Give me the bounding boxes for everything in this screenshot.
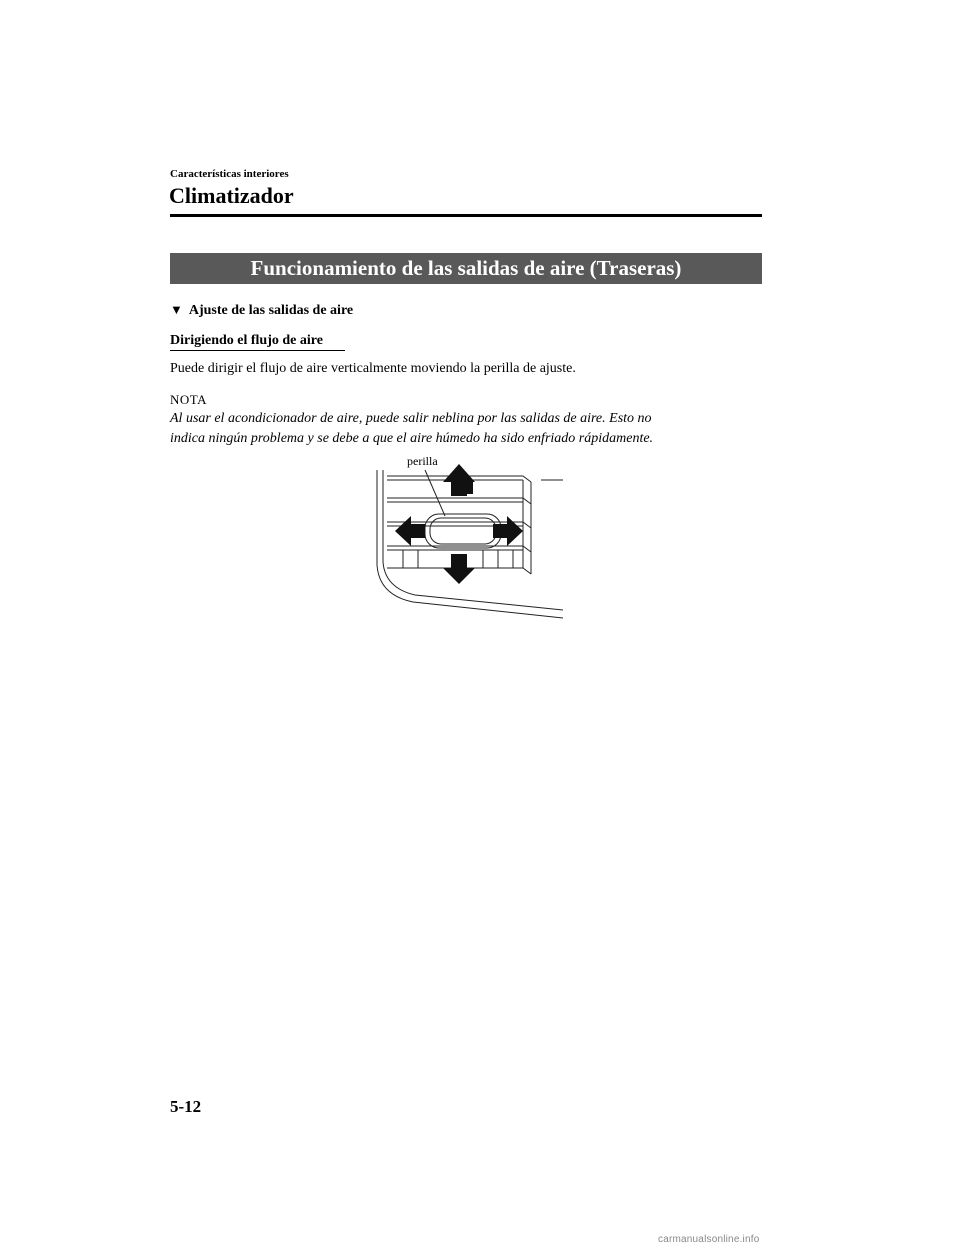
topic-underline bbox=[170, 350, 345, 351]
subheading bbox=[170, 302, 353, 319]
note-text bbox=[170, 409, 770, 449]
chapter-title: Características interiores bbox=[170, 168, 289, 180]
body-paragraph: Puede dirigir el flujo de aire verticalmente moviendo la perilla de ajuste. bbox=[170, 361, 576, 376]
watermark: carmanualsonline.info bbox=[658, 1234, 760, 1245]
note-label: NOTA bbox=[170, 392, 208, 407]
header-rule bbox=[170, 214, 762, 217]
main-heading: Funcionamiento de las salidas de aire (Traseras) bbox=[170, 253, 762, 284]
note-line-2: indica ningún problema y se debe a que el aire húmedo ha sido enfriado rápidamente. bbox=[170, 431, 654, 446]
topic-title: Dirigiendo el flujo de aire bbox=[170, 333, 323, 348]
note-line-1: Al usar el acondicionador de aire, puede salir neblina por las salidas de aire. Esto no bbox=[170, 411, 652, 426]
arrow-down-icon bbox=[443, 554, 475, 584]
page-number: 5-12 bbox=[170, 1097, 202, 1116]
figure-label-knob: perilla bbox=[407, 454, 438, 468]
subheading-text: Ajuste de las salidas de aire bbox=[188, 303, 354, 318]
section-title: Climatizador bbox=[169, 183, 294, 208]
arrow-right-icon bbox=[493, 516, 523, 546]
triangle-down-icon: ▼ bbox=[170, 302, 183, 317]
arrow-left-icon bbox=[395, 516, 425, 546]
air-vent-illustration bbox=[373, 450, 563, 620]
